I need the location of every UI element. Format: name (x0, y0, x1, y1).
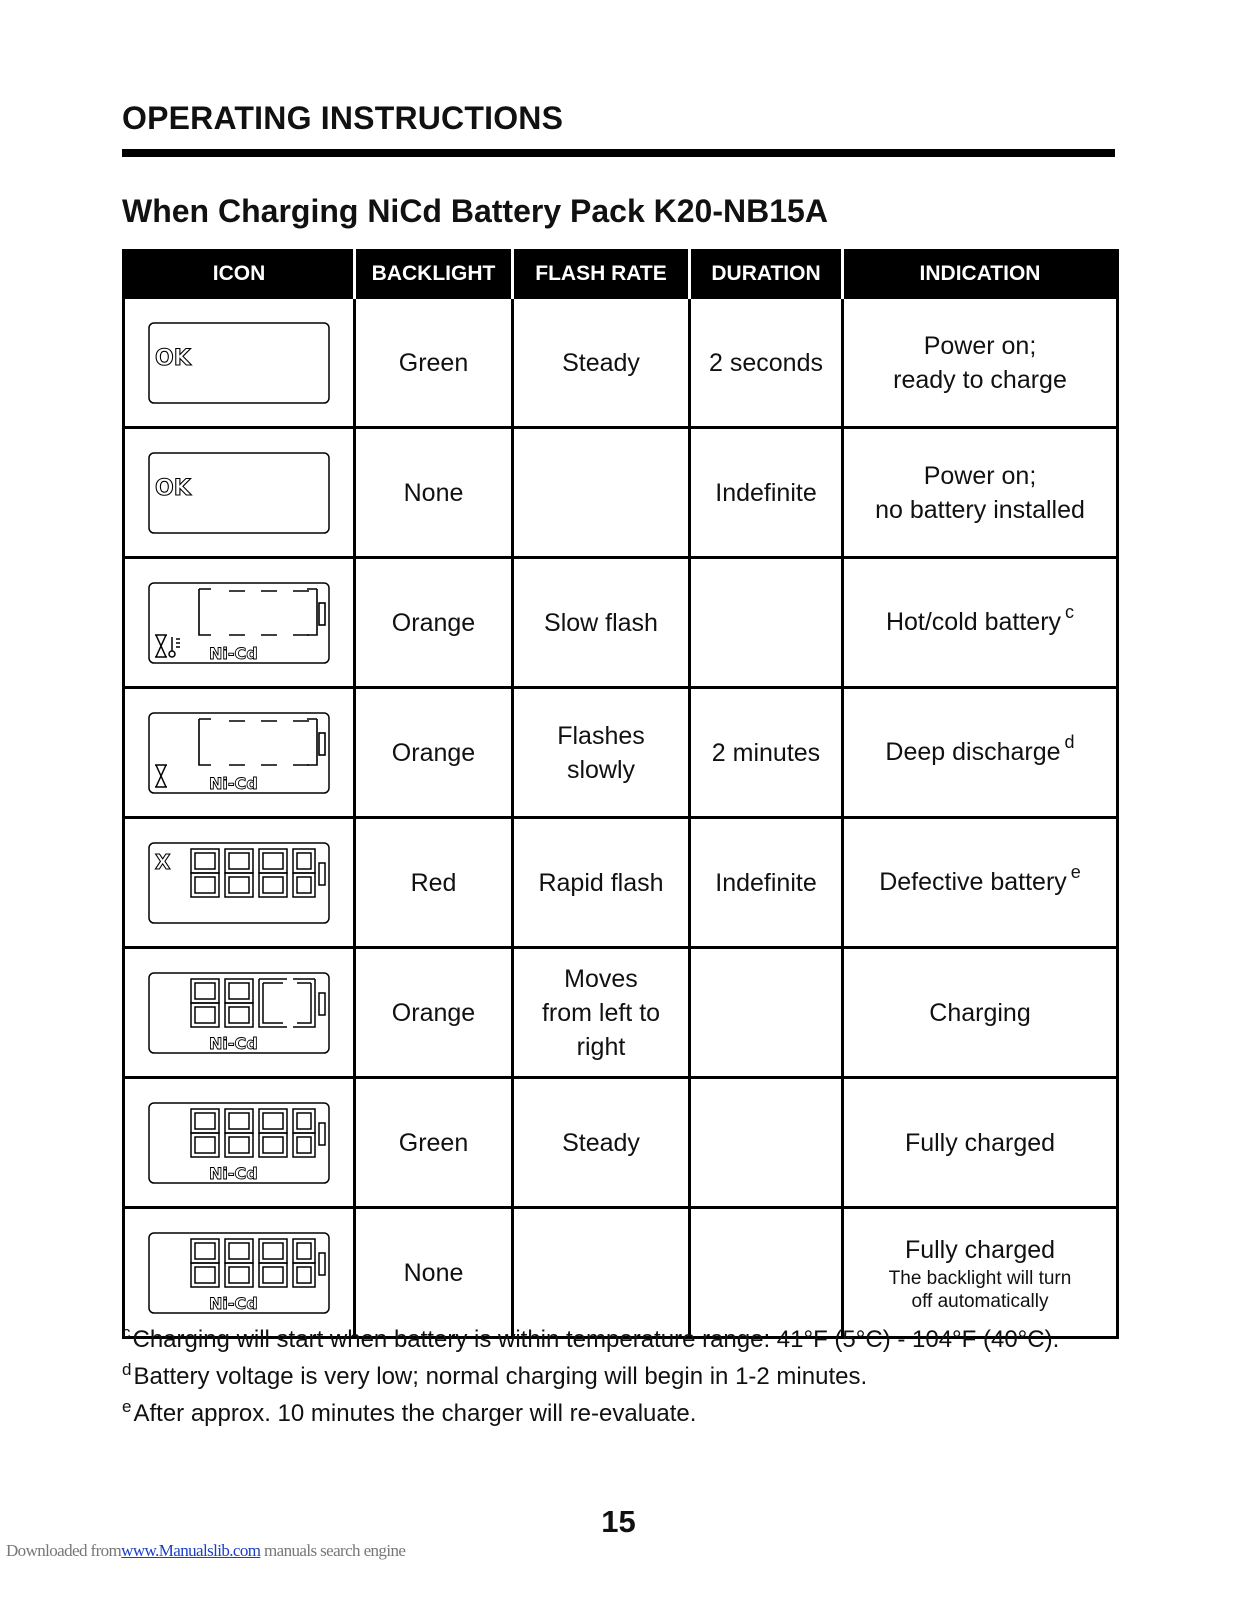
lcd-ok-icon (147, 451, 331, 535)
indication-cell (843, 1078, 1118, 1208)
page-number: 15 (601, 1504, 636, 1539)
icon-cell (124, 428, 355, 558)
footnote-text: After approx. 10 minutes the charger will re-evaluate. (133, 1400, 697, 1427)
title-rule (122, 149, 1115, 157)
footnote (122, 1359, 1059, 1396)
flash-rate-cell (513, 1208, 690, 1338)
lcd-defective-icon (147, 841, 331, 925)
lcd-full-icon (147, 1231, 331, 1315)
indication-line: Power on; (923, 331, 1037, 360)
column-header-duration: DURATION (690, 251, 843, 298)
icon-cell (124, 1208, 355, 1338)
backlight-cell: None (355, 1208, 513, 1338)
table-row (124, 558, 1118, 688)
lcd-ok-text: OK (155, 475, 191, 501)
lcd-full-icon (147, 1101, 331, 1185)
table-row (124, 1208, 1118, 1338)
flash-rate-cell: Steady (513, 298, 690, 428)
table-row (124, 818, 1118, 948)
footnote-ref: e (1070, 861, 1081, 882)
section-title: OPERATING INSTRUCTIONS (122, 100, 564, 136)
flash-rate-cell: Moves from left to right (513, 948, 690, 1078)
table-row (124, 1078, 1118, 1208)
footnote (122, 1396, 1059, 1433)
download-prefix: Downloaded from (6, 1541, 122, 1560)
manualslib-link[interactable]: www.Manualslib.com (121, 1541, 261, 1560)
column-header-icon: ICON (124, 251, 355, 298)
backlight-cell: Orange (355, 558, 513, 688)
icon-cell (124, 818, 355, 948)
footnote-ref: c (1065, 601, 1075, 622)
flash-rate-cell: Flashes slowly (513, 688, 690, 818)
indication-line: Fully charged (904, 1128, 1056, 1157)
footnote-text: Battery voltage is very low; normal charging will begin in 1-2 minutes. (133, 1363, 868, 1390)
icon-cell (124, 1078, 355, 1208)
column-header-backlight: BACKLIGHT (355, 251, 513, 298)
footnote (122, 1322, 1059, 1359)
backlight-cell: Orange (355, 688, 513, 818)
indication-cell (843, 948, 1118, 1078)
footnote-mark: c (122, 1323, 131, 1342)
column-header-indication: INDICATION (843, 251, 1118, 298)
indication-line: Power on; (923, 461, 1037, 490)
icon-cell (124, 688, 355, 818)
indication-line: Hot/cold battery (885, 607, 1062, 636)
duration-cell: Indefinite (690, 818, 843, 948)
footnotes (122, 1322, 1059, 1433)
lcd-charging-icon (147, 971, 331, 1055)
indication-line: Defective battery (879, 867, 1067, 896)
footnote-mark: d (122, 1360, 132, 1379)
indication-line: Fully charged (904, 1235, 1056, 1264)
indication-line: Deep discharge (885, 737, 1061, 766)
table-row (124, 298, 1118, 428)
indication-cell (843, 558, 1118, 688)
indication-cell (843, 818, 1118, 948)
flash-rate-cell: Steady (513, 1078, 690, 1208)
indication-cell (843, 688, 1118, 818)
nicd-label: Ni-Cd (209, 1033, 258, 1053)
backlight-cell: Orange (355, 948, 513, 1078)
footnote-mark: e (122, 1397, 132, 1416)
defect-x-icon: X (155, 849, 171, 874)
lcd-deep-discharge-icon (147, 711, 331, 795)
icon-cell (124, 298, 355, 428)
table-header-row (124, 251, 1118, 298)
duration-cell: Indefinite (690, 428, 843, 558)
backlight-cell: Green (355, 298, 513, 428)
footnote-text: Charging will start when battery is within temperature range: 41°F (5°C) - 104°F (40°C). (132, 1326, 1060, 1353)
icon-cell (124, 948, 355, 1078)
flash-rate-cell: Slow flash (513, 558, 690, 688)
lcd-ok-text: OK (155, 345, 191, 371)
page-subtitle: When Charging NiCd Battery Pack K20-NB15A (122, 193, 828, 229)
flash-rate-cell (513, 428, 690, 558)
charging-indicator-table (122, 249, 1119, 1339)
backlight-cell: Red (355, 818, 513, 948)
indication-cell (843, 428, 1118, 558)
duration-cell (690, 1078, 843, 1208)
duration-cell (690, 1208, 843, 1338)
duration-cell: 2 seconds (690, 298, 843, 428)
lcd-ok-icon (147, 321, 331, 405)
indication-line: no battery installed (875, 495, 1085, 524)
flash-rate-cell: Rapid flash (513, 818, 690, 948)
lcd-hot-cold-icon (147, 581, 331, 665)
icon-cell (124, 558, 355, 688)
indication-line: Charging (929, 998, 1031, 1027)
table-row (124, 428, 1118, 558)
table-row (124, 688, 1118, 818)
download-footer (6, 1541, 405, 1561)
indication-note: The backlight will turn off automatically (888, 1267, 1072, 1312)
indication-cell (843, 298, 1118, 428)
nicd-label: Ni-Cd (209, 773, 258, 793)
indication-cell (843, 1208, 1118, 1338)
backlight-cell: None (355, 428, 513, 558)
duration-cell: 2 minutes (690, 688, 843, 818)
indication-line: ready to charge (893, 365, 1067, 394)
backlight-cell: Green (355, 1078, 513, 1208)
nicd-label: Ni-Cd (209, 643, 258, 663)
nicd-label: Ni-Cd (209, 1293, 258, 1313)
nicd-label: Ni-Cd (209, 1163, 258, 1183)
footnote-ref: d (1064, 731, 1075, 752)
column-header-flash-rate: FLASH RATE (513, 251, 690, 298)
table-row (124, 948, 1118, 1078)
duration-cell (690, 948, 843, 1078)
download-suffix: manuals search engine (260, 1541, 406, 1560)
duration-cell (690, 558, 843, 688)
